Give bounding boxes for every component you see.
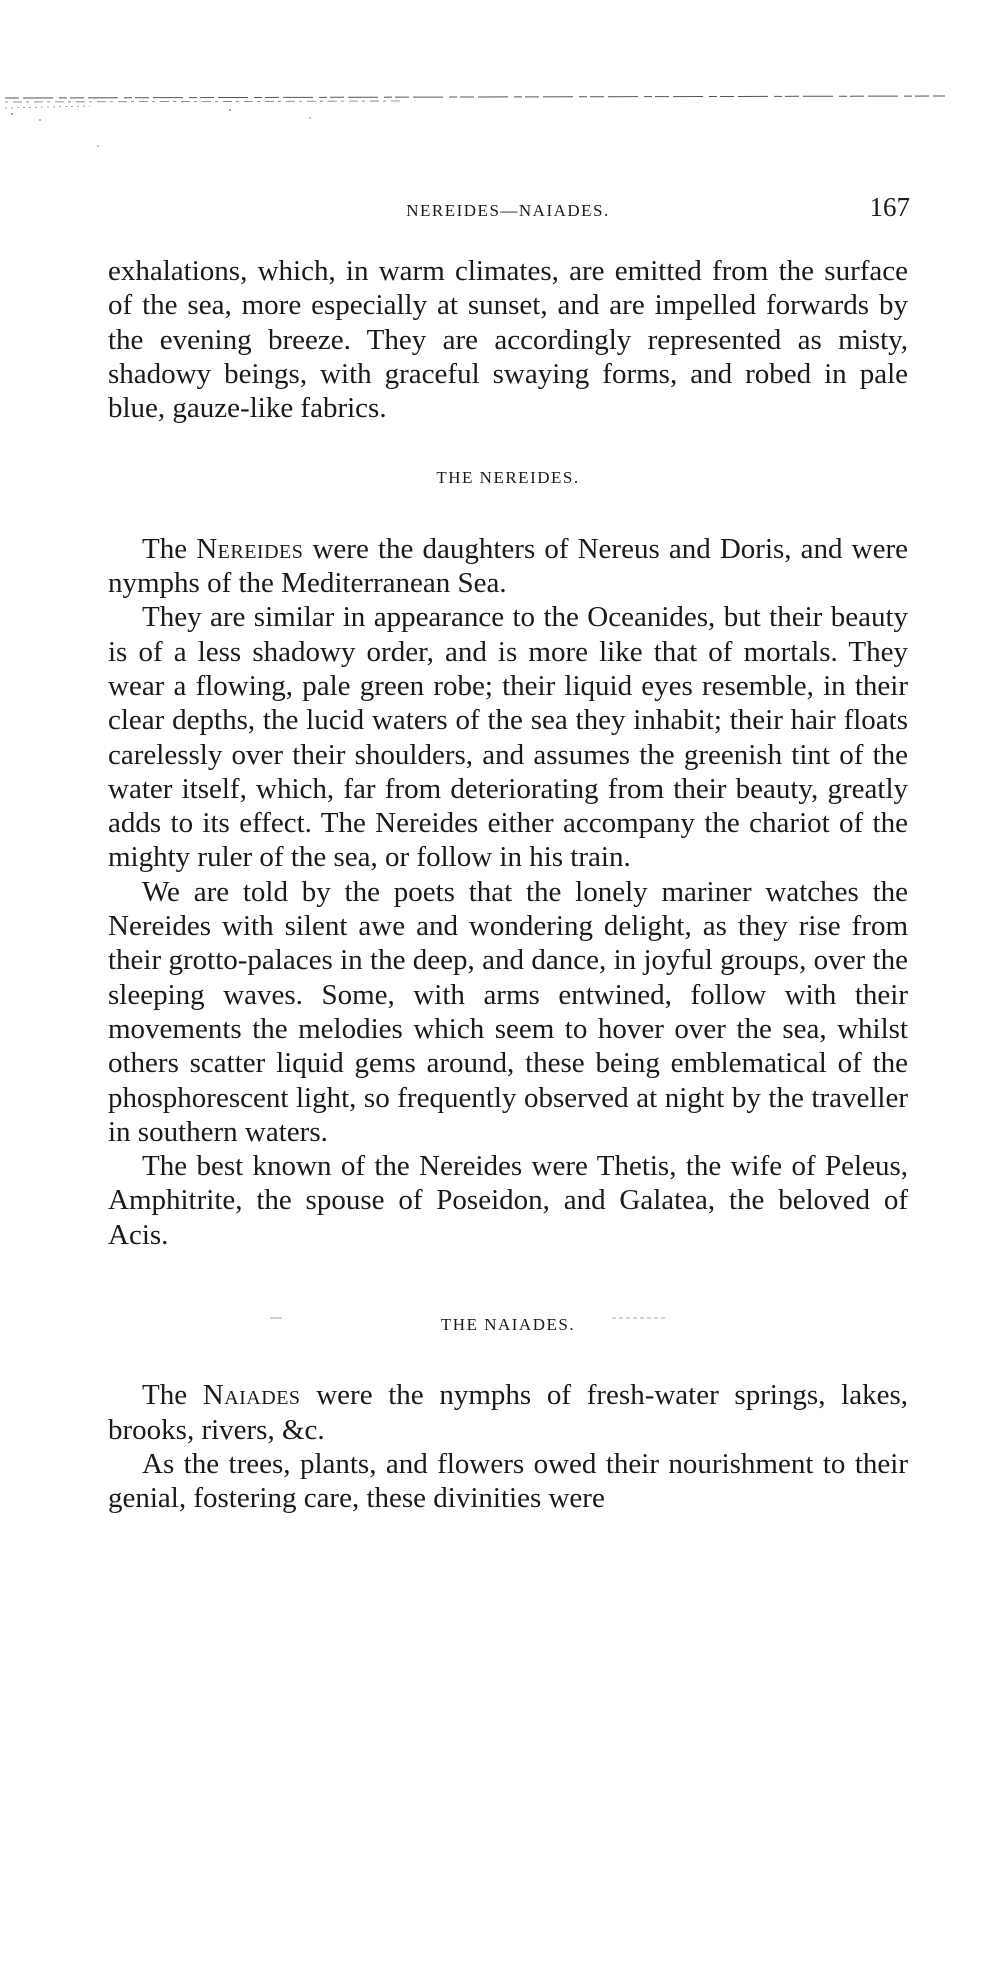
term-nereides: Nereides	[196, 532, 304, 565]
paragraph-best-known: The best known of the Nereides were Thetis, the wife of Peleus, Amphitrite, the spouse of Poseidon, and Galatea, the beloved of Acis.	[108, 1150, 908, 1251]
scan-artifact-footer-marks	[0, 1310, 1000, 1330]
paragraph-continued: exhalations, which, in warm climates, are emitted from the surface of the sea, more especially at sunset, and are impelled forwards by the evening breeze. They are accordingly represented as misty, shadowy beings, with graceful swaying forms, and robed in pale blue, gauze-like fabrics.	[108, 255, 908, 425]
paragraph-appearance: They are similar in appearance to the Oceanides, but their beauty is of a less shadowy order, and is more like that of mortals. They wear a flowing, pale green robe; their liquid eyes resemble, in their clear depths, the lucid waters of the sea they inhabit; their hair floats carelessly over their shoulders, and assumes the greenish tint of the water itself, which, far from deteriorating from their beauty, greatly adds to its effect. The Nereides either accompany the chariot of the mighty ruler of the sea, or follow in his train.	[108, 601, 908, 874]
scan-artifact-lines	[0, 88, 1000, 148]
paragraph-lead: The	[142, 532, 197, 565]
paragraph-rest: were the nymphs of fresh-water springs, lakes, brooks, rivers, &c.	[108, 1379, 908, 1446]
page-number: 167	[869, 192, 910, 222]
running-head	[108, 192, 908, 228]
running-title: NEREIDES—NAIADES.	[406, 201, 610, 220]
paragraph-nourishment: As the trees, plants, and flowers owed their nourishment to their genial, fostering care, these divinities were	[108, 1447, 908, 1515]
term-naiades: Naiades	[202, 1379, 301, 1412]
paragraph-lead: The	[142, 1379, 203, 1412]
paragraph-rest: were the daughters of Nereus and Doris, and were nymphs of the Mediterranean Sea.	[108, 532, 908, 600]
section-heading-nereides: THE NEREIDES.	[436, 468, 580, 488]
paragraph-mariner: We are told by the poets that the lonely mariner watches the Nereides with silent awe and wondering delight, as they rise from their grotto-palaces in the deep, and dance, in joyful groups, over the sleeping waves. Some, with arms entwined, follow with their movements the melodies which seem to hover over the sea, whilst others scatter liquid gems around, these being emblematical of the phosphorescent light, so frequently observed at night by the traveller in southern waters.	[108, 875, 908, 1148]
paragraph-nereides-intro	[108, 532, 908, 601]
section-heading-naiades: THE NAIADES.	[440, 1315, 576, 1335]
paragraph-naiades-intro	[108, 1378, 908, 1447]
